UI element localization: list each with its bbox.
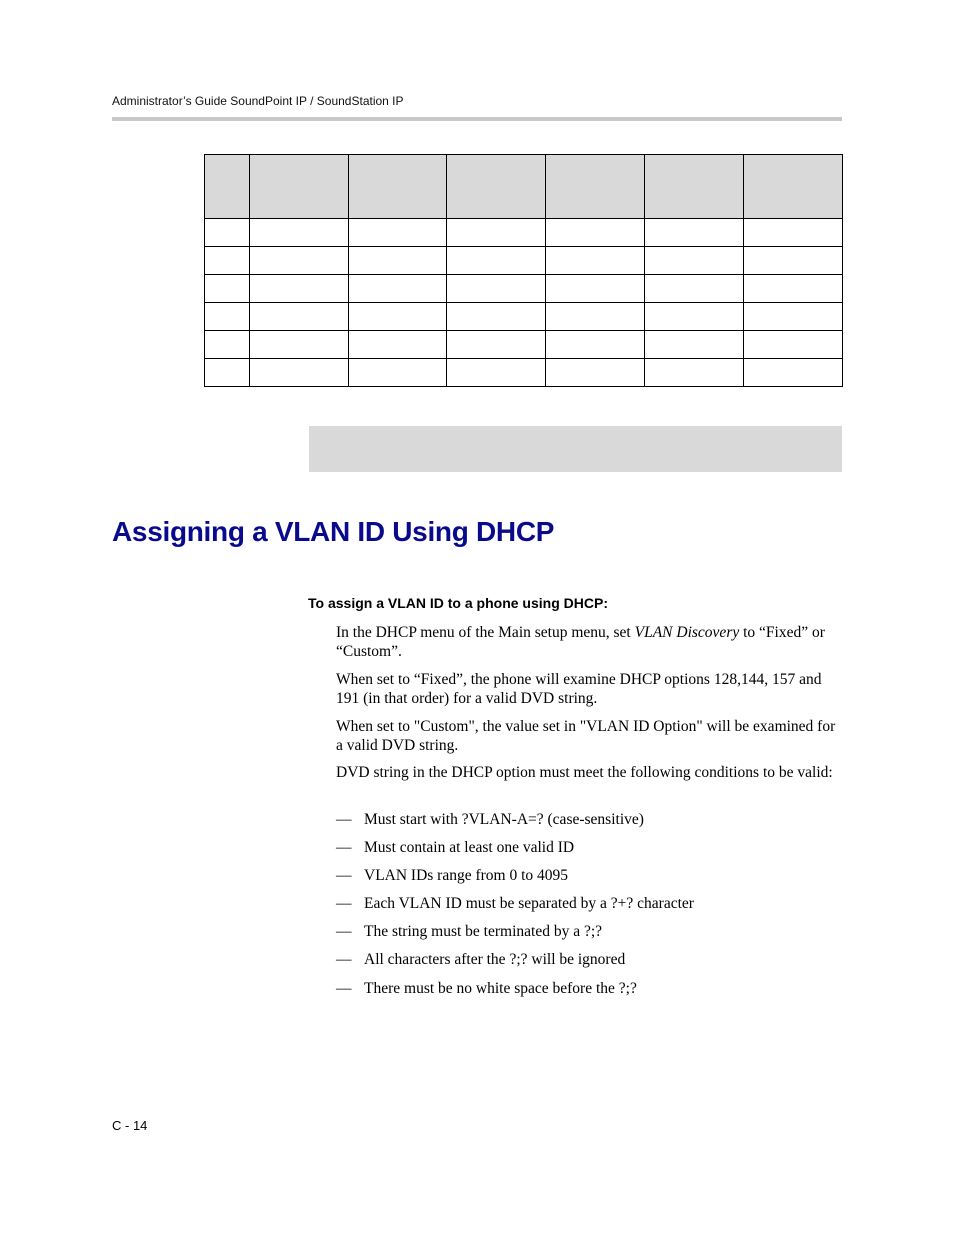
custom-paragraph: When set to "Custom", the value set in "VLAN ID Option" will be examined for a valid DVD string. xyxy=(336,718,836,754)
list-item xyxy=(336,810,644,829)
table-row xyxy=(205,219,843,247)
table-cell xyxy=(205,359,250,387)
list-item xyxy=(336,866,568,885)
table-cell xyxy=(349,219,447,247)
table-header-cell xyxy=(250,155,349,219)
vlan-discovery-term: VLAN Discovery xyxy=(634,624,740,641)
table-cell xyxy=(744,303,843,331)
table-header-cell xyxy=(744,155,843,219)
table-cell xyxy=(744,331,843,359)
table-cell xyxy=(205,275,250,303)
list-item xyxy=(336,950,625,969)
table-cell xyxy=(205,331,250,359)
procedure-heading: To assign a VLAN ID to a phone using DHCP: xyxy=(308,595,608,611)
table-cell xyxy=(645,359,744,387)
page-number: C - 14 xyxy=(112,1118,148,1133)
table-row xyxy=(205,303,843,331)
table-cell xyxy=(546,275,645,303)
table-cell xyxy=(447,275,546,303)
table-cell xyxy=(447,219,546,247)
table-cell xyxy=(349,303,447,331)
list-item xyxy=(336,894,694,913)
dash-bullet: — xyxy=(336,923,352,940)
table-cell xyxy=(546,303,645,331)
empty-table xyxy=(204,154,843,387)
dash-bullet: — xyxy=(336,951,352,968)
table-cell xyxy=(645,247,744,275)
list-item-text: All characters after the ?;? will be ignored xyxy=(364,951,626,968)
table-cell xyxy=(250,303,349,331)
table-cell xyxy=(250,275,349,303)
list-item-text: There must be no white space before the ?;? xyxy=(364,980,637,997)
table-cell xyxy=(744,247,843,275)
table-cell xyxy=(546,359,645,387)
table-row xyxy=(205,359,843,387)
table-cell xyxy=(447,359,546,387)
list-item xyxy=(336,922,602,941)
table-cell xyxy=(250,359,349,387)
table-cell xyxy=(205,219,250,247)
table-cell xyxy=(349,275,447,303)
list-item-text: Must start with ?VLAN-A=? (case-sensitive) xyxy=(364,811,644,828)
list-item-text: Each VLAN ID must be separated by a ?+? character xyxy=(364,895,694,912)
list-item-text: VLAN IDs range from 0 to 4095 xyxy=(364,867,569,884)
table-header-cell xyxy=(349,155,447,219)
conditions-paragraph: DVD string in the DHCP option must meet the following conditions to be valid: xyxy=(336,764,833,781)
table-header-cell xyxy=(546,155,645,219)
dash-bullet: — xyxy=(336,867,352,884)
table-cell xyxy=(546,331,645,359)
dash-bullet: — xyxy=(336,839,352,856)
dash-bullet: — xyxy=(336,811,352,828)
table-header-row xyxy=(205,155,843,219)
table-row xyxy=(205,275,843,303)
table-header-cell xyxy=(447,155,546,219)
dash-bullet: — xyxy=(336,895,352,912)
table-cell xyxy=(744,219,843,247)
section-title: Assigning a VLAN ID Using DHCP xyxy=(112,516,555,547)
table-cell xyxy=(349,247,447,275)
header-rule xyxy=(112,117,842,121)
table-cell xyxy=(349,331,447,359)
table-cell xyxy=(205,303,250,331)
table-cell xyxy=(546,219,645,247)
table-cell xyxy=(205,247,250,275)
table-cell xyxy=(645,331,744,359)
step-paragraph xyxy=(336,623,842,661)
table-cell xyxy=(447,303,546,331)
note-box xyxy=(309,426,842,472)
table-row xyxy=(205,247,843,275)
table-header-cell xyxy=(205,155,250,219)
table-cell xyxy=(250,331,349,359)
table-cell xyxy=(645,219,744,247)
table-cell xyxy=(349,359,447,387)
list-item xyxy=(336,838,574,857)
table-cell xyxy=(645,275,744,303)
table-header-cell xyxy=(645,155,744,219)
table-cell xyxy=(645,303,744,331)
step-text-end: to “Fixed” or “Custom”. xyxy=(336,624,825,660)
step-text: In the DHCP menu of the Main setup menu, set xyxy=(336,624,635,641)
table-cell xyxy=(447,247,546,275)
table-cell xyxy=(546,247,645,275)
table-cell xyxy=(447,331,546,359)
list-item-text: The string must be terminated by a ?;? xyxy=(364,923,603,940)
table-cell xyxy=(744,359,843,387)
fixed-paragraph: When set to “Fixed”, the phone will examine DHCP options 128,144, 157 and 191 (in that order) for a valid DVD string. xyxy=(336,671,822,707)
table-row xyxy=(205,331,843,359)
list-item xyxy=(336,979,637,998)
table-cell xyxy=(250,219,349,247)
list-item-text: Must contain at least one valid ID xyxy=(364,839,575,856)
running-header: Administrator’s Guide SoundPoint IP / SoundStation IP xyxy=(112,94,404,108)
table-cell xyxy=(744,275,843,303)
dash-bullet: — xyxy=(336,980,352,997)
table-cell xyxy=(250,247,349,275)
